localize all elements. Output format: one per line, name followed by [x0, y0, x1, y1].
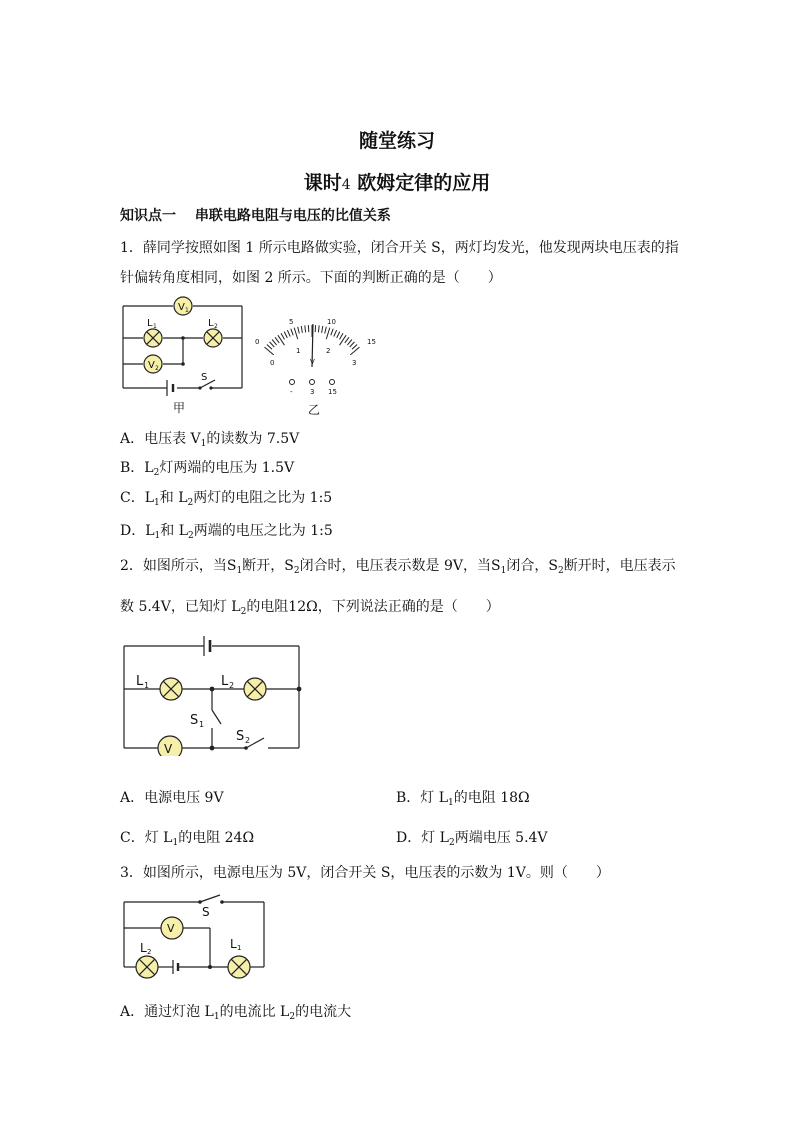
dial-tick — [270, 342, 275, 347]
svg-text:2: 2 — [214, 323, 218, 330]
svg-text:1: 1 — [199, 720, 205, 729]
dial-tick — [318, 325, 319, 332]
q2-circuit-diagram — [118, 628, 308, 756]
q3-circuit-diagram — [118, 892, 270, 984]
v2-label: V — [148, 360, 155, 371]
dial-bottom-0: 0 — [270, 359, 275, 367]
terminal-neg-post — [290, 380, 295, 385]
q1-circuit-diagram — [115, 292, 250, 417]
dial-top-0: 0 — [255, 338, 260, 346]
dial-tick — [352, 345, 357, 350]
q3-l1-label: L — [230, 937, 237, 951]
dial-tick — [291, 329, 293, 336]
svg-text:2: 2 — [155, 365, 159, 372]
q2-voltmeter-label: V — [164, 742, 173, 756]
q2-stem-line1: 2．如图所示，当$S_1$断开，$S_2$闭合时，电压表示数是 9V，当$S_1$闭合，$S_2$断开时，电压表示 — [120, 558, 676, 576]
terminal-15-post — [330, 380, 335, 385]
dial-tick — [350, 342, 355, 347]
q1-option-c[interactable]: C．$L_1$和 $L_2$两灯的电阻之比为 1:5 — [120, 490, 333, 508]
terminal-3: 3 — [310, 388, 315, 396]
dial-tick — [334, 330, 337, 336]
q1-option-a[interactable]: A．电压表 $V_1$的读数为 7.5V — [120, 431, 300, 449]
switch-label: S — [201, 372, 208, 383]
dial-tick — [345, 337, 349, 343]
l1-label: L — [147, 318, 153, 329]
dial-tick — [298, 327, 300, 334]
dial-tick — [340, 333, 344, 339]
dial-tick — [287, 330, 290, 336]
dial-tick — [301, 326, 302, 333]
q3-l2-label: L — [140, 941, 147, 955]
dial-tick — [305, 325, 306, 332]
dial-tick — [331, 329, 333, 336]
section-heading: 知识点一 串联电路电阻与电压的比值关系 — [120, 208, 391, 224]
q2-l2-label: L — [221, 674, 229, 689]
q2-option-b[interactable]: B．灯 $L_1$的电阻 18Ω — [396, 790, 530, 808]
q1-option-b[interactable]: B．$L_2$灯两端的电压为 1.5V — [120, 460, 295, 478]
dial-tick — [347, 340, 352, 345]
q1-stem-line2: 针偏转角度相同，如图 2 所示。下面的判断正确的是（ ） — [120, 270, 502, 286]
svg-text:1: 1 — [237, 944, 242, 952]
fig-label-yi: 乙 — [308, 403, 321, 417]
dial-top-5: 5 — [289, 318, 294, 326]
dial-tick — [350, 347, 359, 355]
dial-tick — [284, 332, 287, 338]
lesson-title: 课时4 欧姆定律的应用 — [303, 172, 491, 194]
q2-option-c[interactable]: C．灯 $L_1$的电阻 24Ω — [120, 830, 255, 848]
terminal-neg: - — [290, 388, 293, 396]
dial-tick — [267, 345, 272, 350]
dial-tick — [281, 333, 285, 339]
dial-tick — [337, 332, 340, 338]
q3-option-a[interactable]: A．通过灯泡 $L_1$的电流比 $L_2$的电流大 — [120, 1004, 352, 1022]
q2-stem-line2: 数 5.4V，已知灯 $L_2$的电阻12Ω，下列说法正确的是（ ） — [120, 599, 500, 617]
q3-stem-line1: 3．如图所示，电源电压为 5V，闭合开关 S，电压表的示数为 1V。则（ ） — [120, 865, 610, 881]
q2-s2-label: S — [236, 729, 245, 744]
dial-unit: V — [310, 358, 315, 366]
q3-voltmeter-label: V — [167, 922, 175, 935]
q1-option-d[interactable]: D．$L_1$和 $L_2$两端的电压之比为 1:5 — [120, 523, 333, 541]
dial-tick — [275, 337, 279, 343]
dial-top-15: 15 — [367, 338, 376, 346]
svg-text:2: 2 — [229, 681, 235, 690]
dial-top-10: 10 — [327, 318, 336, 326]
dial-tick — [322, 326, 323, 333]
dial-tick — [265, 347, 274, 355]
dial-tick — [326, 328, 330, 340]
terminal-3-post — [310, 380, 315, 385]
v1-label: V — [178, 302, 185, 313]
page-title: 随堂练习 — [358, 130, 435, 152]
dial-bottom-2: 2 — [326, 347, 331, 355]
l2-label: L — [208, 318, 214, 329]
terminal-15: 15 — [328, 388, 337, 396]
q1-voltmeter-dial — [250, 312, 380, 420]
svg-text:1: 1 — [144, 681, 150, 690]
svg-text:1: 1 — [153, 323, 157, 330]
q2-l1-label: L — [136, 674, 144, 689]
dial-tick — [294, 328, 298, 340]
dial-tick — [325, 327, 327, 334]
dial-tick — [272, 340, 277, 345]
q2-option-d[interactable]: D．灯 $L_2$两端电压 5.4V — [396, 830, 548, 848]
dial-bottom-3: 3 — [352, 359, 357, 367]
q2-option-a[interactable]: A．电源电压 9V — [120, 790, 224, 806]
svg-text:2: 2 — [147, 948, 152, 956]
fig-label-jia: 甲 — [173, 401, 186, 415]
dial-bottom-1: 1 — [296, 347, 301, 355]
svg-text:2: 2 — [245, 736, 251, 745]
q1-stem-line1: 1．薛同学按照如图 1 所示电路做实验，闭合开关 S，两灯均发光，他发现两块电压表的指 — [120, 240, 679, 256]
q2-s1-label: S — [190, 713, 199, 728]
q3-switch-label: S — [202, 905, 210, 919]
svg-text:1: 1 — [185, 307, 189, 314]
